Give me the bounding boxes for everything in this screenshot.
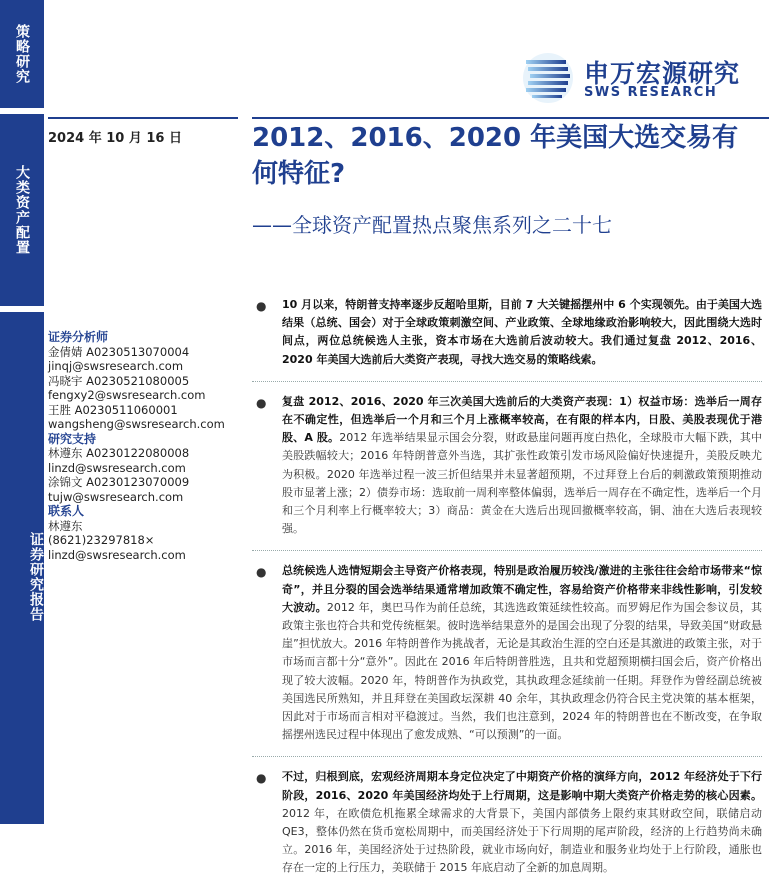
analyst-email[interactable]: jinqj@swsresearch.com bbox=[48, 359, 184, 373]
logo-chinese-name: 申万宏源研究 bbox=[584, 59, 741, 88]
summary-paragraph bbox=[252, 296, 762, 369]
paragraph-bold-text: 不过，归根到底，宏观经济周期本身定位决定了中期资产价格的演绎方向，2012 年经济处于下行阶段，2016、2020 年美国经济均处于上行周期，这是影响中期大类资产价格走势的核心因素。 bbox=[282, 770, 762, 802]
support-heading: 研究支持 bbox=[48, 431, 97, 446]
sidebar-category-asset-allocation: 大类资产配置 bbox=[0, 114, 44, 306]
analyst-line: 金倩婧 A0230513070004 bbox=[48, 344, 190, 359]
dotted-separator bbox=[252, 550, 762, 552]
paragraph-text: 2012 年选举结果显示国会分裂，财政悬崖问题再度白热化，全球股市大幅下跌，其中美股跌幅较大；2016 年特朗普意外当选，其扩张性政策引发市场风险偏好快速提升，美股反映尤为积极。2020 年选举过程一波三折但结果并未显著超预期，不过拜登上台后的刺激政策预期推动股市显著上涨；2）债券市场：选取前一周利率整体偏弱，选举后一周存在不确定性，选举后一个月和三个月利率上行概率较大；3）商品：黄金在大选后出现回撤概率较高，铜、油在大选后表现较强。 bbox=[282, 431, 762, 536]
support-email[interactable]: linzd@swsresearch.com bbox=[48, 460, 186, 475]
summary-paragraph bbox=[252, 562, 762, 744]
analyst-email[interactable]: wangsheng@swsresearch.com bbox=[48, 417, 225, 431]
contact-phone: (8621)23297818× bbox=[48, 533, 155, 547]
dotted-separator bbox=[252, 756, 762, 758]
analyst-email[interactable]: fengxy2@swsresearch.com bbox=[48, 388, 206, 402]
logo-mark-icon bbox=[522, 52, 574, 104]
paragraph-text: 2012 年，在欧债危机拖累全球需求的大背景下，美国内部债务上限约束其财政空间，联储启动 QE3，整体仍然在货币宽松周期中，而美国经济处于下行周期的尾声阶段，经济的上行趋势尚未确立。2016 年，美国经济处于过热阶段，就业市场向好，制造业和服务业均处于上行阶段，通胀也存在一定的上行压力，美联储于 2015 年底启动了全新的加息周期。 bbox=[282, 806, 762, 875]
summary-body bbox=[252, 296, 762, 890]
divider-left bbox=[48, 117, 238, 119]
sidebar-category-research-report: 证券研究报告 bbox=[0, 312, 44, 824]
divider-main bbox=[252, 117, 769, 119]
logo-english-name: SWS RESEARCH bbox=[584, 85, 718, 100]
summary-paragraph bbox=[252, 393, 762, 539]
contact-email[interactable]: linzd@swsresearch.com bbox=[48, 547, 186, 562]
support-email[interactable]: tujw@swsresearch.com bbox=[48, 489, 184, 504]
paragraph-bold-text: 总统候选人选情短期会主导资产价格表现，特别是政治履历较浅/激进的主张往往会给市场带来“惊奇”，并且分裂的国会选举结果通常增加政策不确定性，容易给资产价格带来非线性影响，引发较大波动。 bbox=[282, 564, 762, 614]
sidebar-category-strategy: 策略研究 bbox=[0, 0, 44, 108]
support-line: 涂锦文 A0230123070009 bbox=[48, 475, 190, 489]
analyst-line: 冯晓宇 A0230521080005 bbox=[48, 373, 190, 388]
bullet-icon: ● bbox=[256, 771, 267, 786]
contact-heading: 联系人 bbox=[48, 504, 85, 518]
analyst-heading: 证券分析师 bbox=[48, 330, 109, 344]
bullet-icon: ● bbox=[256, 565, 267, 580]
paragraph-bold-text: 10 月以来，特朗普支持率逐步反超哈里斯，目前 7 大关键摇摆州中 6 个实现领先。由于美国大选结果（总统、国会）对于全球政策刺激空间、产业政策、全球地缘政治影响较大，因此围绕大选时间点，两位总统候选人主张，资本市场在大选前后波动较大。我们通过复盘 2012、2016、2020 年美国大选前后大类资产表现，寻找大选交易的策略线索。 bbox=[282, 298, 762, 366]
report-title: 2012、2016、2020 年美国大选交易有何特征? bbox=[252, 123, 739, 189]
summary-paragraph bbox=[252, 768, 762, 877]
bullet-icon: ● bbox=[256, 395, 267, 410]
report-date: 2024 年 10 月 16 日 bbox=[48, 131, 182, 146]
company-logo bbox=[522, 52, 752, 104]
analyst-line: 王胜 A0230511060001 bbox=[48, 402, 178, 417]
support-line: 林遵东 A0230122080008 bbox=[48, 446, 190, 460]
bullet-icon: ● bbox=[256, 299, 267, 313]
contact-name: 林遵东 bbox=[48, 518, 83, 533]
report-subtitle: ——全球资产配置热点聚焦系列之二十七 bbox=[252, 213, 612, 237]
left-sidebar bbox=[0, 0, 44, 824]
dotted-separator bbox=[252, 381, 762, 383]
paragraph-text: 2012 年，奥巴马作为前任总统，其选选政策延续性较高。而罗姆尼作为国会参议员，其政策主张也符合共和党传统框架。彼时选举结果意外的是国会出现了分裂的结果，导致美国“财政悬崖”担忧放大。2016 年特朗普作为挑战者，无论是其政治生涯的空白还是其激进的政策主张，对于市场而言都十分“意外”。因此在 2016 年后特朗普胜选，且共和党超预期横扫国会后，资产价格出现了较大波幅。2020 年，特朗普作为执政党，其执政理念延续前一任期。拜登作为曾经副总统被美国选民所熟知，并且拜登在美国政坛深耕 40 余年，其执政理念仍符合民主党决策的基本框架，因此对于市场而言相对平稳渡过。当然，我们也注意到，2024 年的特朗普也在不断改变，在争取摇摆州选民过程中体现出了愈发成熟、“可以预测”的一面。 bbox=[282, 600, 762, 742]
contacts-panel bbox=[48, 330, 244, 562]
paragraph-bold-text: 复盘 2012、2016、2020 年三次美国大选前后的大类资产表现：1）权益市场：选举后一周存在不确定性，但选举后一个月和三个月上涨概率较高，在有限的样本内，日股、美股表现优于港股、A 股。 bbox=[282, 394, 762, 445]
